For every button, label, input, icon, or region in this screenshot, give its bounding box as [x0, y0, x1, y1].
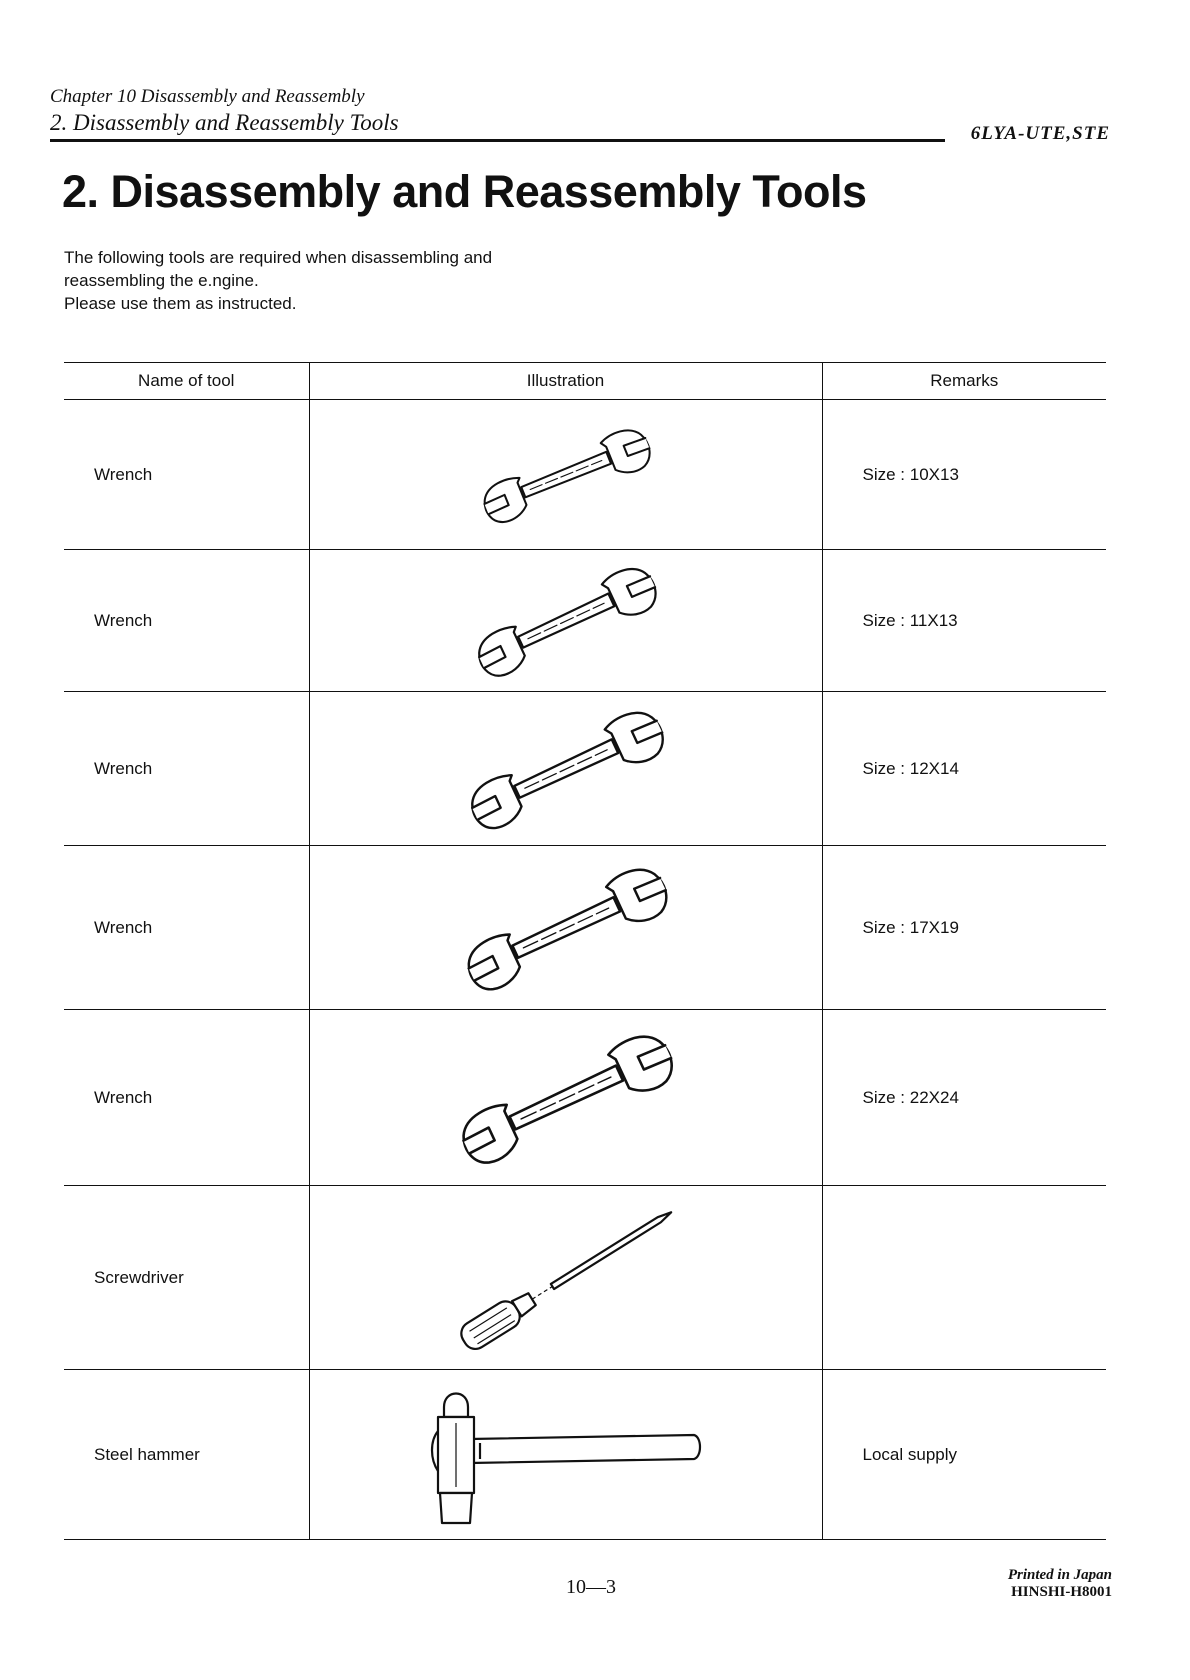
tool-name: Wrench [64, 1010, 309, 1186]
tool-name: Wrench [64, 692, 309, 846]
wrench-icon [446, 561, 686, 681]
tool-remarks: Size : 12X14 [822, 692, 1106, 846]
printed-note [1008, 1567, 1112, 1601]
tool-remarks: Size : 22X24 [822, 1010, 1106, 1186]
hammer-icon [416, 1375, 716, 1535]
header-model: 6LYA-UTE,STE [970, 123, 1110, 144]
table-row [64, 1186, 1106, 1370]
tools-table [64, 362, 1106, 1540]
tool-remarks: Size : 17X19 [822, 846, 1106, 1010]
intro-paragraph [64, 246, 664, 315]
table-row [64, 846, 1106, 1010]
table-row [64, 400, 1106, 550]
tool-remarks: Size : 10X13 [822, 400, 1106, 550]
intro-line-3: Please use them as instructed. [64, 294, 297, 313]
tool-remarks: Local supply [822, 1370, 1106, 1540]
wrench-icon [436, 699, 696, 839]
tool-name: Steel hammer [64, 1370, 309, 1540]
tool-name: Wrench [64, 550, 309, 692]
page-title: 2. Disassembly and Reassembly Tools [62, 166, 867, 217]
header-name-of-tool: Name of tool [64, 363, 309, 400]
printed-in-japan: Printed in Japan [1007, 1567, 1112, 1583]
tool-remarks [822, 1186, 1106, 1370]
tool-name: Wrench [64, 400, 309, 550]
header-illustration: Illustration [309, 363, 822, 400]
table-row [64, 692, 1106, 846]
table-header-row [64, 363, 1106, 400]
tool-name: Wrench [64, 846, 309, 1010]
header-remarks: Remarks [822, 363, 1106, 400]
wrench-icon [456, 415, 676, 535]
header-divider [50, 139, 945, 142]
tool-remarks: Size : 11X13 [822, 550, 1106, 692]
page-number: 10—3 [566, 1576, 616, 1598]
table-row [64, 1370, 1106, 1540]
screwdriver-icon [426, 1193, 706, 1363]
table-row [64, 1010, 1106, 1186]
wrench-icon [431, 853, 701, 1003]
header-chapter: Chapter 10 Disassembly and Reassembly [50, 86, 365, 107]
header-section: 2. Disassembly and Reassembly Tools [50, 110, 399, 135]
intro-line-2: reassembling the e.ngine. [64, 271, 259, 290]
tool-name: Screwdriver [64, 1186, 309, 1370]
wrench-icon [426, 1018, 706, 1178]
table-row [64, 550, 1106, 692]
intro-line-1: The following tools are required when disassembling and [64, 248, 493, 267]
document-code: HINSHI-H8001 [1011, 1584, 1112, 1600]
